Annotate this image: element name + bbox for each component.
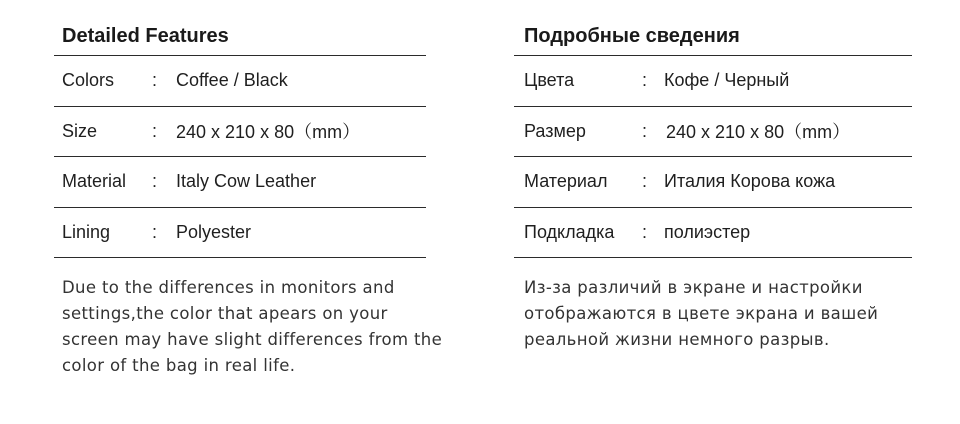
row-label: Size bbox=[62, 120, 98, 141]
row-value: Polyester bbox=[176, 221, 252, 242]
row-colon: : bbox=[152, 120, 158, 141]
row-label: Colors bbox=[62, 70, 115, 91]
row-value: полиэстер bbox=[664, 221, 751, 242]
row-value: Coffee / Black bbox=[176, 70, 288, 91]
row-value: Италия Корова кожа bbox=[664, 171, 836, 192]
row-colon: : bbox=[152, 221, 158, 242]
table-row-size bbox=[514, 107, 912, 158]
row-colon: : bbox=[152, 171, 158, 192]
row-colon: : bbox=[152, 70, 158, 91]
table-row-lining bbox=[514, 208, 912, 259]
note-line: Due to the differences in monitors and bbox=[62, 278, 395, 297]
table-row-material bbox=[514, 157, 912, 208]
row-value: Кофе / Черный bbox=[664, 70, 790, 91]
row-label: Подкладка bbox=[524, 221, 615, 242]
row-colon: : bbox=[642, 171, 648, 192]
features-title: Detailed Features bbox=[54, 0, 426, 56]
note-line: screen may have slight differences from the bbox=[62, 330, 443, 349]
note-line: реальной жизни немного разрыв. bbox=[524, 330, 830, 349]
row-label: Материал bbox=[524, 171, 608, 192]
row-colon: : bbox=[642, 120, 648, 141]
features-table bbox=[514, 56, 912, 258]
row-value: 240 x 210 x 80（mm） bbox=[666, 122, 851, 143]
row-label: Размер bbox=[524, 120, 586, 141]
row-colon: : bbox=[642, 221, 648, 242]
features-panel-russian bbox=[514, 0, 912, 353]
note-line: Из-за различий в экране и настройки bbox=[524, 278, 863, 297]
features-title: Подробные сведения bbox=[514, 0, 912, 56]
color-disclaimer-note bbox=[514, 275, 912, 353]
note-line: отображаются в цвете экрана и вашей bbox=[524, 304, 879, 323]
row-label: Цвета bbox=[524, 70, 575, 91]
table-row-size bbox=[54, 107, 426, 158]
table-row-material bbox=[54, 157, 426, 208]
row-colon: : bbox=[642, 70, 648, 91]
features-panel-english bbox=[54, 0, 443, 379]
row-label: Material bbox=[62, 171, 127, 192]
table-row-colors bbox=[514, 56, 912, 107]
row-value: 240 x 210 x 80（mm） bbox=[176, 122, 361, 143]
table-row-colors bbox=[54, 56, 426, 107]
row-value: Italy Cow Leather bbox=[176, 171, 317, 192]
table-row-lining bbox=[54, 208, 426, 259]
features-table bbox=[54, 56, 426, 258]
note-line: color of the bag in real life. bbox=[62, 356, 296, 375]
color-disclaimer-note bbox=[54, 275, 443, 379]
note-line: settings,the color that apears on your bbox=[62, 304, 388, 323]
row-label: Lining bbox=[62, 221, 111, 242]
